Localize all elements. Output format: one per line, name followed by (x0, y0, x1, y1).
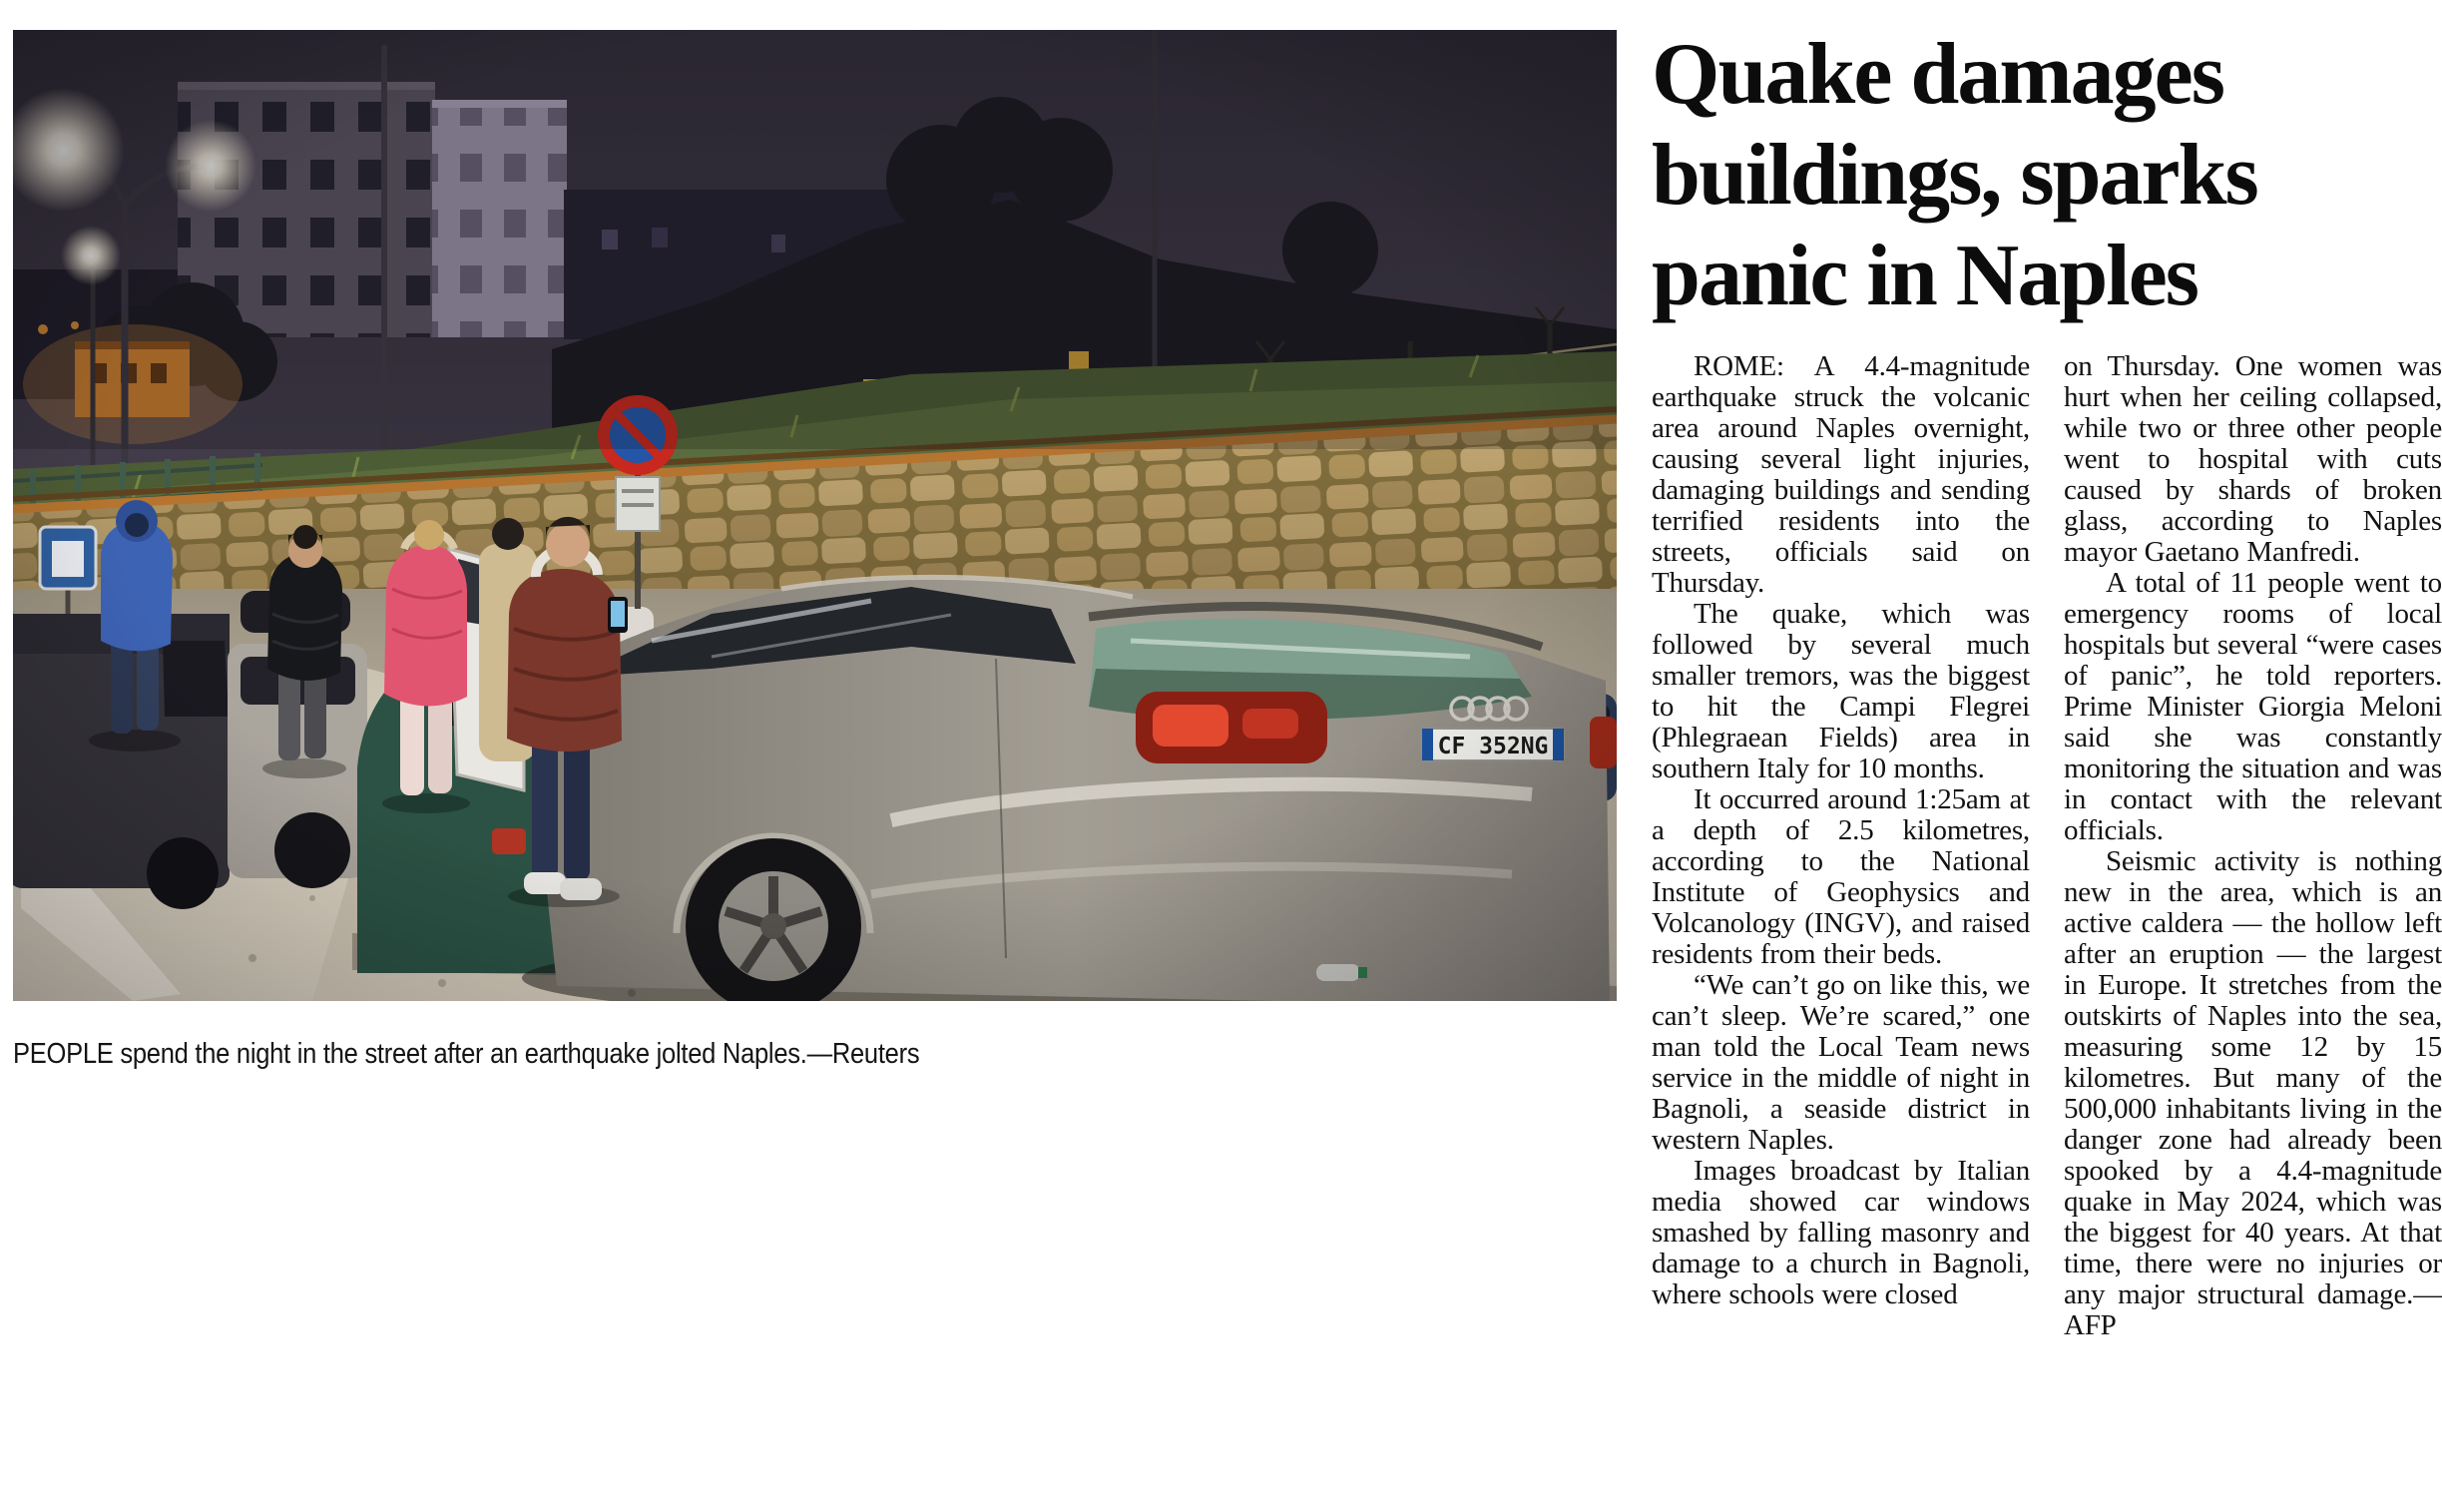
paragraph: Images broadcast by Italian media showed car windows smashed by falling masonry and damage to a church in Bagnoli, where schools were closed (1652, 1155, 2030, 1310)
paragraph: ROME: A 4.4-magnitude earthquake struck the volcanic area around Naples overnight, causing several light injuries, damaging buildings and sending terrified residents into the streets, officials said on Thursday. (1652, 351, 2030, 599)
photo-caption-text: PEOPLE spend the night in the street after an earthquake jolted Naples.—Reuters (13, 1038, 920, 1070)
article-body (1652, 351, 2442, 1512)
headline-line: panic in Naples (1652, 228, 2198, 324)
paragraph-continuation: on Thursday. One women was hurt when her ceiling collapsed, while two or three other people went to hospital with cuts caused by shards of broken glass, according to Naples mayor Gaetano Manfredi. (2064, 351, 2442, 568)
article-column-1 (1652, 351, 2030, 1512)
article-column-2 (2064, 351, 2442, 1512)
photo-caption (13, 1038, 1510, 1071)
paragraph: A total of 11 people went to emergency rooms of local hospitals but several “were cases of panic”, he told reporters. Prime Minister Giorgia Meloni said she was constantly monitoring the situation and was in contact with the relevant officials. (2064, 567, 2442, 846)
headline (1652, 24, 2442, 326)
headline-line: buildings, sparks (1652, 127, 2257, 224)
night-street-scene (13, 30, 1617, 1001)
paragraph: Seismic activity is nothing new in the area, which is an active caldera — the hollow left after an eruption — the largest in Europe. It stretches from the outskirts of Naples into the sea, measuring some 12 by 15 kilometres. But many of the 500,000 inhabitants living in the danger zone had already been spooked by a 4.4-magnitude quake in May 2024, which was the biggest for 40 years. At that time, there were no injuries or any major structural damage.—AFP (2064, 845, 2442, 1341)
vignette (13, 30, 1617, 1001)
paragraph: It occurred around 1:25am at a depth of 2.5 kilometres, according to the National Institute of Geophysics and Volcanology (INGV), and raised residents from their beds. (1652, 783, 2030, 970)
headline-line: Quake damages (1652, 26, 2223, 123)
paragraph: The quake, which was followed by several much smaller tremors, was the biggest to hit the Campi Flegrei (Phlegraean Fields) area in southern Italy for 10 months. (1652, 598, 2030, 784)
article-header (1652, 24, 2442, 326)
paragraph: “We can’t go on like this, we can’t sleep. We’re scared,” one man told the Local Team news service in the middle of night in Bagnoli, a seaside district in western Naples. (1652, 969, 2030, 1156)
news-photo (13, 30, 1617, 1001)
